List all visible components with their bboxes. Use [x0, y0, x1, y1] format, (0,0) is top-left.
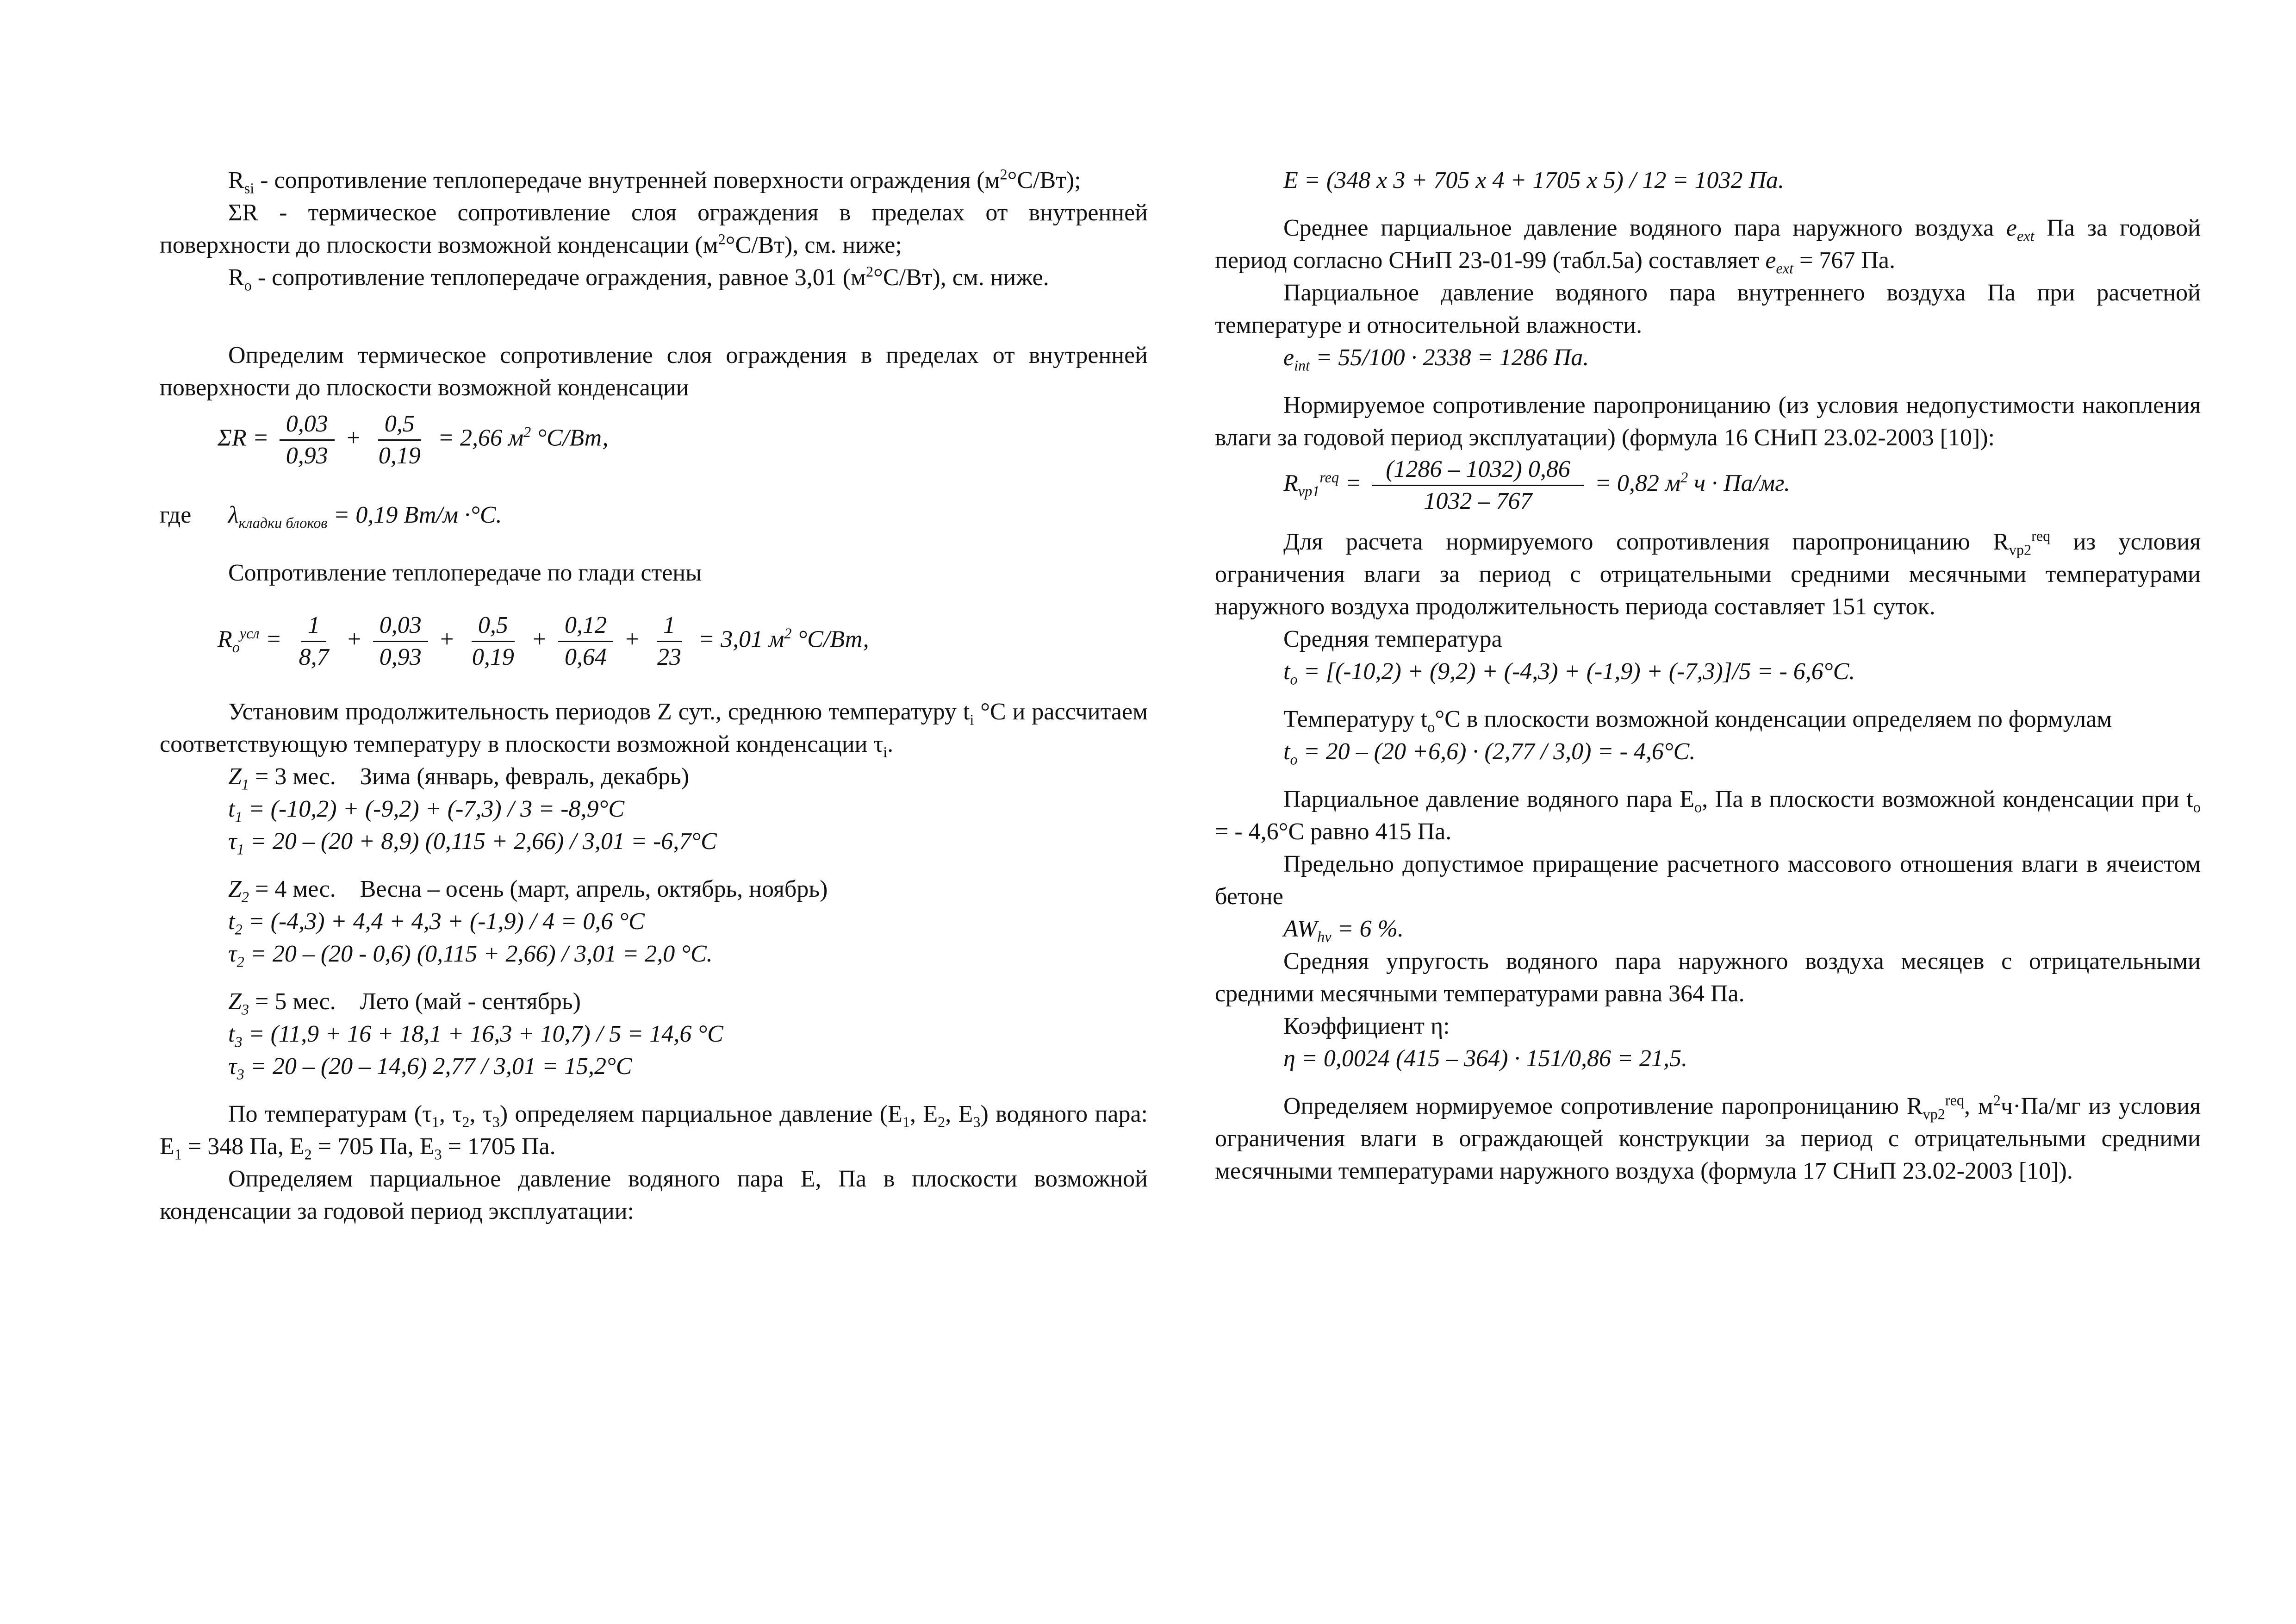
coefficient-label: Коэффициент η:: [1283, 1013, 1450, 1039]
avg-temp-label: Средняя температура: [1283, 626, 1502, 652]
formula-to-condensation: $t_o = 20 - (20 +6,6) \cdot (2,77 / 3,0)$ = - 4,6°C.: [1283, 738, 1696, 768]
right-column: [1215, 164, 2201, 1187]
formula-rvp1: $R_{vp1}^{req}$ = $\frac{(1286 - 1032) 0,86}{1032 - 767}$ = 0,82 $м^2$ ч · Па/мг.: [1215, 454, 2201, 517]
moisture-limit-text: Предельно допустимое приращение расчетного массового отношения влаги в ячеистом бетоне: [1215, 851, 2201, 910]
eo-text: Парциальное давление водяного пара $E_o$, Па в плоскости возможной конденсации при $t_o$ = - 4,6°C равно 415 Па.: [1215, 786, 2201, 845]
formula-sum-r: ΣR = $\frac{0,03}{0,93}$ + $\frac{0,5}{0,19}$ = 2,66 $м^2$ °C/Вт,: [160, 409, 1148, 471]
formula-tau2: $\tau_2 = 20 - (20 - 0,6) (0,115 + 2,66) / 3,01 = 2,0$ °C.: [228, 941, 713, 970]
intro-thermal-resistance: Определим термическое сопротивление слоя ограждения в пределах от внутренней поверхности до плоскости возможной конденсации: [160, 342, 1148, 401]
period-z2: $Z_2 = 4$ мес. Весна – осень (март, апрель, октябрь, ноябрь): [228, 876, 828, 906]
internal-pressure-text: Парциальное давление водяного пара внутреннего воздуха Па при расчетной температуре и относительной влажности.: [1215, 280, 2201, 338]
formula-tau1: $\tau_1 = 20 - (20 + 8,9) (0,115 + 2,66) / 3,01 = -6,7^\circ C$: [228, 828, 717, 858]
temp-condensation-text: Температуру $t_o^\circ C$ в плоскости возможной конденсации определяем по формулам: [1283, 706, 2112, 736]
formula-aw: $AW_{hv} = 6$ %.: [1283, 916, 1404, 945]
ro-definition: $R_o$ - сопротивление теплопередаче ограждения, равное 3,01 $(м^2^\circ C/Вт)$, см. ниже.: [228, 263, 1049, 294]
final-norm-text: Определяем нормируемое сопротивление паропроницанию $R_{vp2}^{req}$, $м^2ч\cdot Па/мг$ из условия ограничения влаги в ограждающей конструкции за период с отрицательными средними месячными температурами наружного воздуха (формула 17 СНиП 23.02-2003 [10]).: [1215, 1092, 2201, 1184]
formula-eta: η = 0,0024 (415 – 364) · 151/0,86 = 21,5.: [1283, 1045, 1688, 1072]
formula-eint: $e_{int} = 55/100 \cdot 2338 = 1286$ Па.: [1283, 344, 1589, 374]
lambda-note: где $\lambda_{кладки блоков} = 0,19$ Вт/м ·°C.: [160, 502, 502, 531]
fraction: $\frac{0,5}{0,19}$: [466, 610, 521, 673]
rsi-definition: $R_{si}$ - сопротивление теплопередаче внутренней поверхности ограждения $(м^2^\circ C/Вт)$;: [228, 166, 1081, 197]
fraction: $\frac{0,03}{0,93}$: [280, 409, 335, 471]
period-z1: $Z_1 = 3$ мес. Зима (январь, февраль, декабрь): [228, 763, 690, 793]
formula-t1: $t_1 = (-10,2) + (-9,2) + (-7,3) / 3 = -8,9^\circ C$: [228, 796, 625, 825]
left-column: [160, 164, 1148, 1228]
period-z3: $Z_3 = 5$ мес. Лето (май - сентябрь): [228, 988, 581, 1018]
rvp2-intro-text: Для расчета нормируемого сопротивления паропроницанию $R_{vp2}^{req}$ из условия ограничения влаги за период с отрицательными средними месячными температурами наружного воздуха продолжительность периода составляет 151 суток.: [1215, 527, 2201, 620]
formula-to-avg: $t_o = [(-10,2) + (9,2) + (-4,3) + (-1,9) + (-7,3)]/5$ = - 6,6°C.: [1283, 658, 1855, 688]
fraction: $\frac{0,12}{0,64}$: [558, 610, 613, 673]
fraction: $\frac{0,5}{0,19}$: [372, 409, 427, 471]
fraction: $\frac{1}{8,7}$: [292, 610, 336, 673]
formula-t2: $t_2 = (-4,3) + 4,4 + 4,3 + (-1,9) / 4 = 0,6$ °C: [228, 908, 645, 938]
vapor-elasticity-text: Средняя упругость водяного пара наружного воздуха месяцев с отрицательными средними месячными температурами равна 364 Па.: [1215, 948, 2201, 1007]
formula-tau3: $\tau_3 = 20 - (20 - 14,6)$ 2,77 / 3,01 = 15,2°C: [228, 1053, 632, 1083]
eext-text: Среднее парциальное давление водяного пара наружного воздуха $e_{ext}$ Па за годовой период согласно СНиП 23-01-99 (табл.5а) составляет $e_{ext} = 767$ Па.: [1215, 215, 2201, 277]
formula-t3: $t_3 = (11,9 + 16 + 18,1 + 16,3 + 10,7) / 5 = 14,6$ °C: [228, 1021, 723, 1050]
formula-ro-usl: $R_o^{усл}$ = $\frac{1}{8,7}$ + $\frac{0,03}{0,93}$ + $\frac{0,5}{0,19}$ + $\frac{0,12}{0,64}$ + $\frac{1}{23}$ = 3,01 $м^2$ °C/Вт,: [160, 610, 1148, 673]
intro-periods: Установим продолжительность периодов Z сут., среднюю температуру $t_i$ °C и рассчитаем соответствующую температуру в плоскости возможной конденсации $\tau_i$.: [160, 699, 1148, 761]
formula-e-annual: E = (348 x 3 + 705 x 4 + 1705 x 5) / 12 = 1032 Па.: [1283, 167, 1784, 194]
sum-r-definition: ΣR - термическое сопротивление слоя ограждения в пределах от внутренней поверхности до плоскости возможной конденсации $(м^2^\circ C/Вт)$, см. ниже;: [160, 200, 1148, 258]
norm-resistance-text: Нормируемое сопротивление паропроницанию (из условия недопустимости накопления влаги за годовой период эксплуатации) (формула 16 СНиП 23.02-2003 [10]):: [1215, 392, 2201, 451]
fraction: $\frac{1}{23}$: [651, 610, 688, 673]
fraction: $\frac{0,03}{0,93}$: [373, 610, 428, 673]
intro-wall-resistance: Сопротивление теплопередаче по глади стены: [228, 560, 702, 586]
fraction: $\frac{(1286 - 1032) 0,86}{1032 - 767}$: [1372, 454, 1584, 517]
determine-e-text: Определяем парциальное давление водяного пара E, Па в плоскости возможной конденсации за годовой период эксплуатации:: [160, 1166, 1148, 1224]
partial-pressure-text: По температурам ($\tau_1$, $\tau_2$, $\tau_3$) определяем парциальное давление ($E_1$, $E_2$, $E_3$) водяного пара: $E_1 = 348$ Па, $E_2 = 705$ Па, $E_3 = 1705$ Па.: [160, 1101, 1148, 1163]
